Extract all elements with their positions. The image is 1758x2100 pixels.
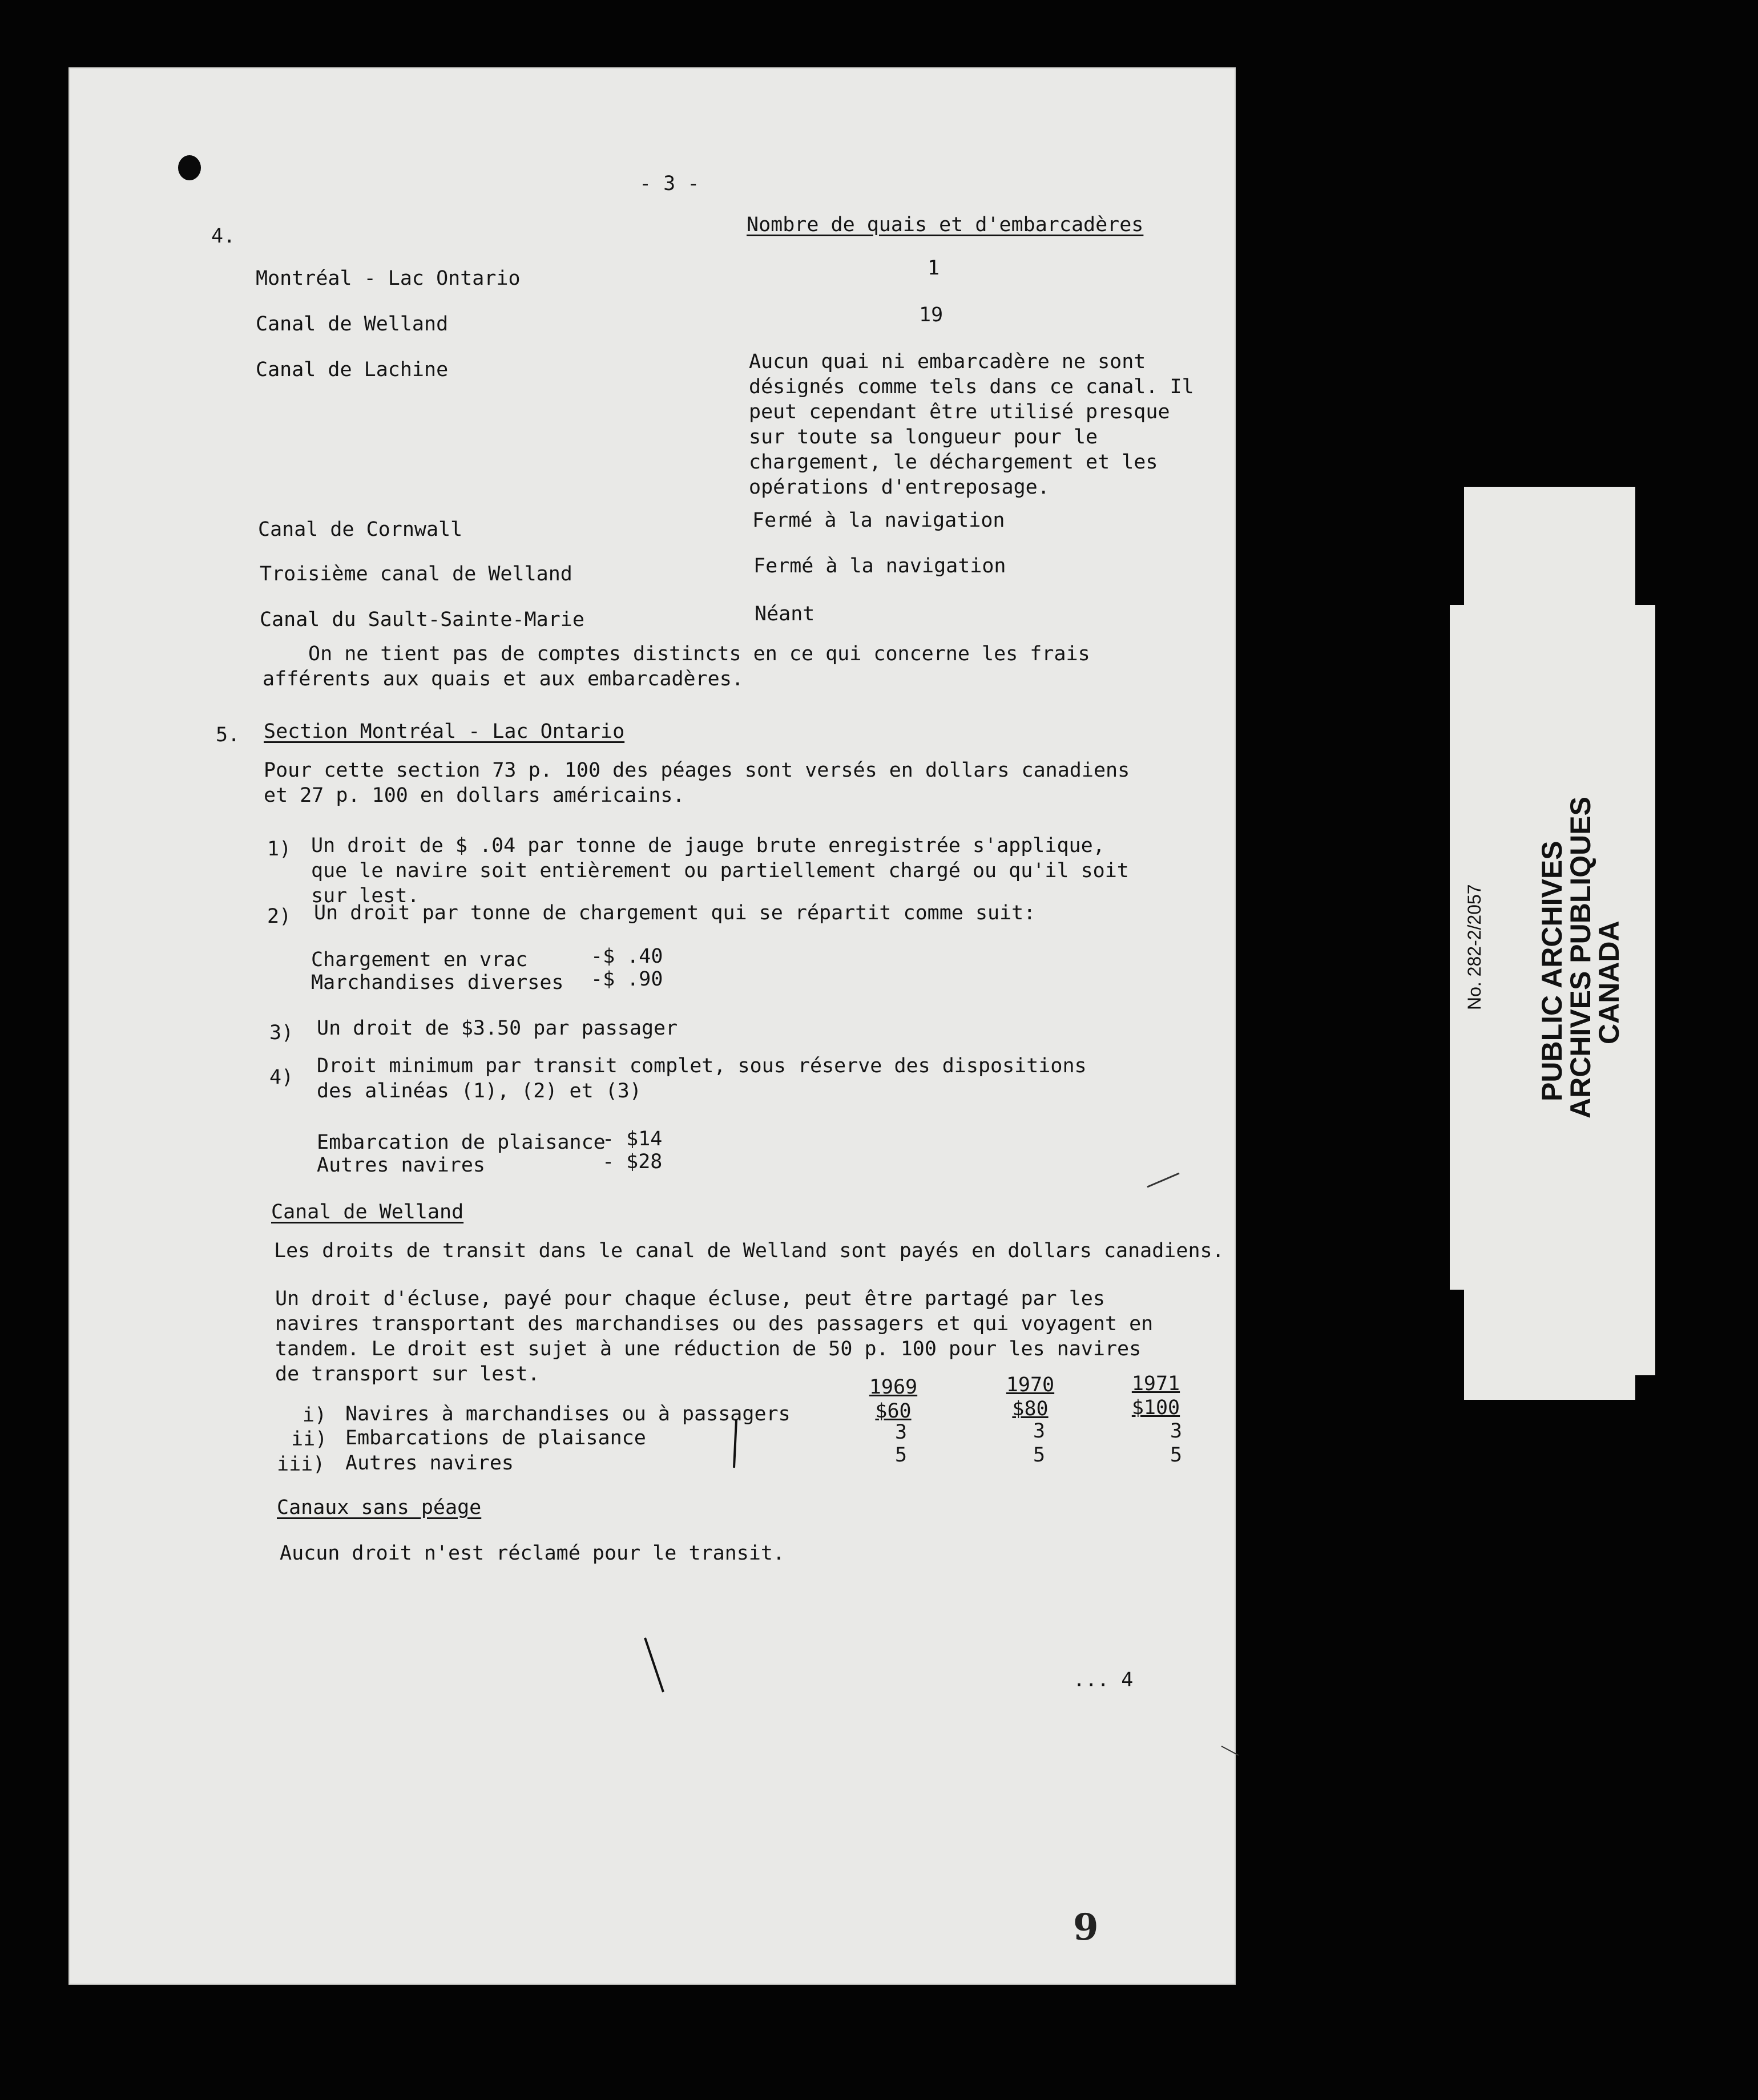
free-heading: Canaux sans péage — [277, 1496, 482, 1519]
year-rate: $60 — [875, 1400, 912, 1423]
quay-name: Canal de Welland — [256, 313, 449, 336]
year-label: 1969 — [869, 1376, 918, 1399]
rate-label: Autres navires — [317, 1154, 486, 1177]
continuation-marker: ... 4 — [1073, 1669, 1134, 1691]
quays-note: On ne tient pas de comptes distincts en ce qui concerne les frais afférents aux quais et aux embarcadères. — [263, 643, 1090, 690]
year-label: 1970 — [1006, 1374, 1055, 1396]
welland-paragraph: Les droits de transit dans le canal de Welland sont payés en dollars canadiens. — [274, 1239, 1224, 1262]
quay-value: 1 — [928, 257, 940, 280]
free-text: Aucun droit n'est réclamé pour le transit. — [280, 1542, 785, 1565]
reference-number: No. 282-2/2057 — [1464, 884, 1485, 1010]
lock-row-value: 3 — [895, 1421, 908, 1444]
rate-value: - $28 — [602, 1150, 663, 1173]
quay-name: Canal de Lachine — [256, 358, 449, 381]
rate-value: - $14 — [602, 1128, 663, 1150]
section-intro: Pour cette section 73 p. 100 des péages sont versés en dollars canadiens et 27 p. 100 en dollars américains. — [264, 759, 1130, 807]
frame-number: 9 — [1073, 1906, 1099, 1949]
rate-value: -$ .90 — [591, 968, 663, 991]
item-number: 2) — [267, 905, 292, 928]
lock-row-number: ii) — [291, 1428, 328, 1451]
lock-row-value: 5 — [1170, 1444, 1183, 1467]
rate-label: Embarcation de plaisance — [317, 1131, 606, 1154]
archive-country: CANADA — [1593, 920, 1625, 1044]
section-number: 4. — [211, 225, 236, 248]
lock-row-label: Navires à marchandises ou à passagers — [345, 1403, 791, 1425]
quay-value: 19 — [919, 304, 943, 326]
rate-label: Chargement en vrac — [311, 948, 528, 971]
item-text: Un droit de $ .04 par tonne de jauge brute enregistrée s'applique, que le navire soit entièrement ou partiellement chargé ou qu'il soit sur lest. — [311, 834, 1129, 907]
quays-heading: Nombre de quais et d'embarcadères — [747, 213, 1144, 236]
archive-name: PUBLIC ARCHIVES — [1536, 841, 1568, 1101]
item-text: Droit minimum par transit complet, sous réserve des dispositions des alinéas (1), (2) et (3) — [317, 1055, 1087, 1102]
item-number: 3) — [269, 1021, 294, 1044]
section-heading: Section Montréal - Lac Ontario — [264, 720, 625, 743]
lock-row-value: 3 — [1170, 1420, 1183, 1443]
welland-heading: Canal de Welland — [271, 1201, 464, 1223]
quay-value: Fermé à la navigation — [752, 509, 1005, 532]
archive-name: ARCHIVES PUBLIQUES — [1565, 797, 1596, 1118]
quay-name: Canal de Cornwall — [258, 518, 463, 541]
year-rate: $80 — [1012, 1398, 1049, 1420]
lock-row-number: i) — [303, 1404, 327, 1427]
lock-row-value: 5 — [895, 1444, 908, 1467]
item-number: 1) — [267, 838, 292, 861]
welland-paragraph: Un droit d'écluse, payé pour chaque écluse, peut être partagé par les navires transportant des marchandises ou des passagers et qui voyagent en tandem. Le droit est sujet à une réduction de 50 p. 100 pour les navires de transport sur lest. — [275, 1287, 1154, 1386]
lock-row-label: Autres navires — [345, 1452, 514, 1475]
lock-row-number: iii) — [277, 1453, 325, 1476]
rate-label: Marchandises diverses — [311, 971, 564, 994]
lock-row-value: 5 — [1033, 1444, 1046, 1467]
lock-row-label: Embarcations de plaisance — [345, 1427, 646, 1449]
quay-value: Fermé à la navigation — [753, 555, 1006, 578]
year-rate: $100 — [1131, 1396, 1180, 1419]
rate-value: -$ .40 — [591, 945, 663, 968]
quay-value: Aucun quai ni embarcadère ne sont désignés comme tels dans ce canal. Il peut cependant être utilisé presque sur toute sa longueur pour le chargement, le déchargement et les opérations d'entreposage. — [749, 350, 1194, 499]
quay-value: Néant — [755, 603, 815, 625]
quay-name: Montréal - Lac Ontario — [256, 267, 521, 290]
item-number: 4) — [269, 1066, 294, 1089]
lock-row-value: 3 — [1033, 1420, 1046, 1443]
section-number: 5. — [216, 724, 240, 746]
year-label: 1971 — [1131, 1372, 1180, 1395]
item-text: Un droit de $3.50 par passager — [317, 1017, 678, 1040]
item-text: Un droit par tonne de chargement qui se répartit comme suit: — [314, 902, 1036, 924]
quay-name: Troisième canal de Welland — [260, 563, 572, 585]
quay-name: Canal du Sault-Sainte-Marie — [260, 608, 584, 631]
page-marker: - 3 - — [639, 172, 700, 195]
